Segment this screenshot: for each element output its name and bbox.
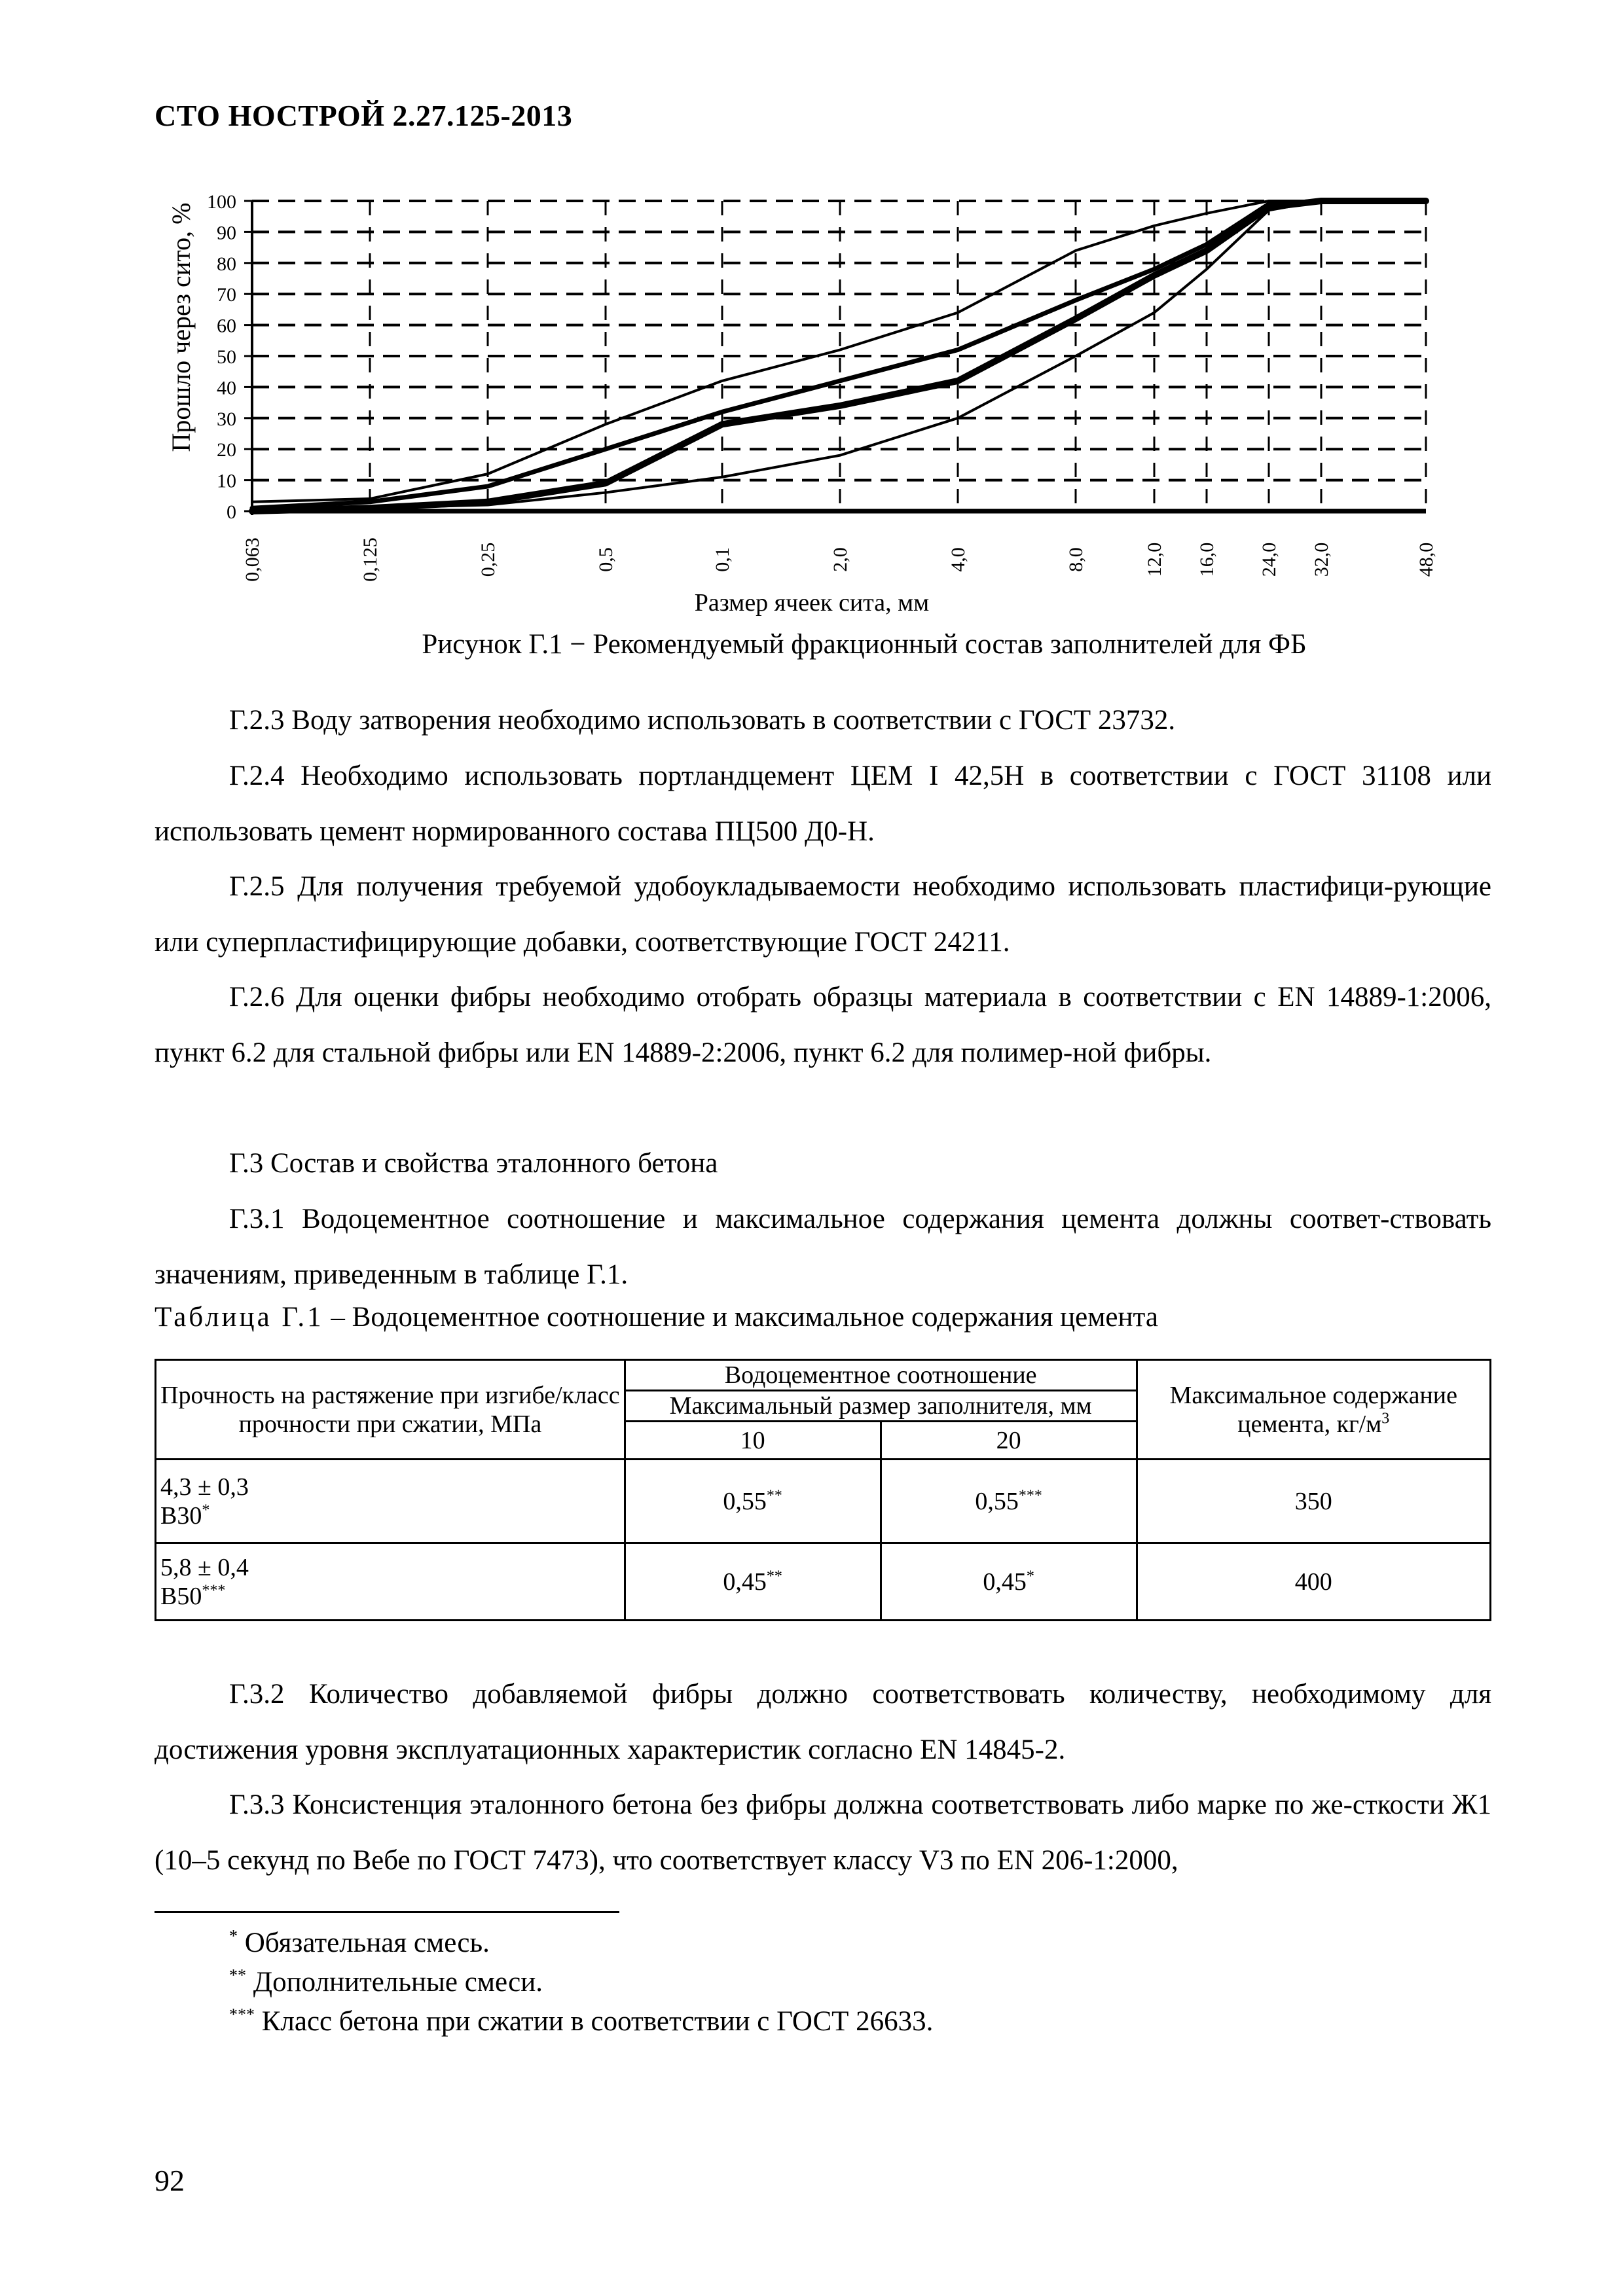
row-cement: 400 [1137,1543,1490,1621]
row-strength: 5,8 ± 0,4 В50*** [156,1543,625,1621]
row-wc-10: 0,45** [625,1543,881,1621]
header-max-size: Максимальный размер заполнителя, мм [625,1391,1137,1422]
paragraph-g-2-6: Г.2.6 Для оценки фибры необходимо отобрать образцы материала в соответствии с EN 14889-1:2006, пункт 6.2 для стальной фибры или EN 14889-2:2006, пункт 6.2 для полимер-ной фибры. [155,982,1491,1068]
x-tick-label: 12,0 [1144,542,1165,577]
header-strength: Прочность на растяжение при изгибе/класс прочности при сжатии, МПа [156,1360,625,1460]
header-wc-ratio: Водоцементное соотношение [625,1360,1137,1391]
row-wc-10: 0,55** [625,1460,881,1543]
x-tick-label: 16,0 [1196,542,1218,577]
y-tick-label: 70 [217,284,236,306]
x-tick-label: 24,0 [1258,542,1280,577]
x-tick-label: 0,1 [712,547,733,572]
y-tick-label: 10 [217,470,236,492]
table-caption-label: Таблица Г.1 [155,1302,324,1333]
footnote-2: ** Дополнительные смеси. [229,1965,543,1998]
series-line-2 [252,201,1426,508]
y-tick-label: 0 [227,501,236,523]
y-tick-label: 90 [217,222,236,244]
x-tick-label: 0,063 [242,537,263,582]
x-tick-label: 32,0 [1311,542,1332,577]
paragraph-g-2-4: Г.2.4 Необходимо использовать портландцемент ЦЕМ I 42,5Н в соответствии с ГОСТ 31108 или использовать цемент нормированного состава ПЦ500 Д0-Н. [155,761,1491,847]
y-axis-label: Прошло через сито, % [166,202,196,452]
footnote-1: * Обязательная смесь. [229,1926,490,1958]
header-size-10: 10 [625,1422,881,1460]
x-tick-labels [242,537,1437,582]
y-tick-label: 50 [217,346,236,368]
row-wc-20: 0,45* [881,1543,1137,1621]
y-tick-label: 30 [217,408,236,430]
x-tick-label: 4,0 [947,547,969,572]
footnote-3: *** Класс бетона при сжатии в соответствии с ГОСТ 26633. [229,2005,934,2037]
chart-axes [244,201,1426,515]
chart-grid [252,201,1426,511]
x-tick-label: 0,125 [359,537,381,582]
paragraph-g-3-3: Г.3.3 Консистенция эталонного бетона без фибры должна соответствовать либо марке по же-сткости Ж1 (10–5 секунд по Вебе по ГОСТ 7473), что соответствует классу V3 по EN 206-1:2000, [155,1789,1491,1876]
y-tick-label: 60 [217,315,236,337]
row-cement: 350 [1137,1460,1490,1543]
y-tick-label: 20 [217,439,236,461]
paragraph-g-2-5: Г.2.5 Для получения требуемой удобоукладываемости необходимо использовать пластифици-рующие или суперпластифицирующие добавки, соответствующие ГОСТ 24211. [155,871,1491,958]
footnote-separator [155,1911,619,1913]
paragraph-g-3-1: Г.3.1 Водоцементное соотношение и максимальное содержания цемента должны соответ-ствовать значениям, приведенным в таблице Г.1. [155,1204,1491,1290]
x-tick-label: 8,0 [1065,547,1087,572]
table-row [156,1543,1491,1621]
x-tick-label: 2,0 [830,547,851,572]
paragraph-g-3: Г.3 Состав и свойства эталонного бетона [229,1148,718,1179]
x-tick-label: 0,25 [477,542,499,577]
header-cement: Максимальное содержание цемента, $кг/м^3$ [1137,1360,1490,1460]
table-g1 [155,1359,1491,1621]
sieve-chart [0,0,1623,628]
row-strength: 4,3 ± 0,3 В30* [156,1460,625,1543]
figure-caption: Рисунок Г.1 − Рекомендуемый фракционный состав заполнителей для ФБ [422,629,1307,660]
document-header: СТО НОСТРОЙ 2.27.125-2013 [155,99,573,132]
y-tick-label: 40 [217,377,236,399]
x-tick-label: 48,0 [1415,542,1437,577]
paragraph-g-3-2: Г.3.2 Количество добавляемой фибры должно соответствовать количеству, необходимому для достижения уровня эксплуатационных характеристик согласно EN 14845-2. [155,1679,1491,1765]
y-tick-label: 100 [207,191,236,213]
y-tick-label: 80 [217,253,236,275]
y-tick-labels [207,191,236,523]
table-caption-text: – Водоцементное соотношение и максимальное содержания цемента [323,1302,1158,1333]
table-row [156,1460,1491,1543]
header-size-20: 20 [881,1422,1137,1460]
paragraph-g-2-3: Г.2.3 Воду затворения необходимо использовать в соответствии с ГОСТ 23732. [229,705,1176,736]
x-tick-label: 0,5 [595,547,617,572]
table-caption [155,1301,1158,1333]
row-wc-20: 0,55*** [881,1460,1137,1543]
page-number: 92 [155,2164,185,2197]
x-axis-label: Размер ячеек сита, мм [694,589,930,617]
